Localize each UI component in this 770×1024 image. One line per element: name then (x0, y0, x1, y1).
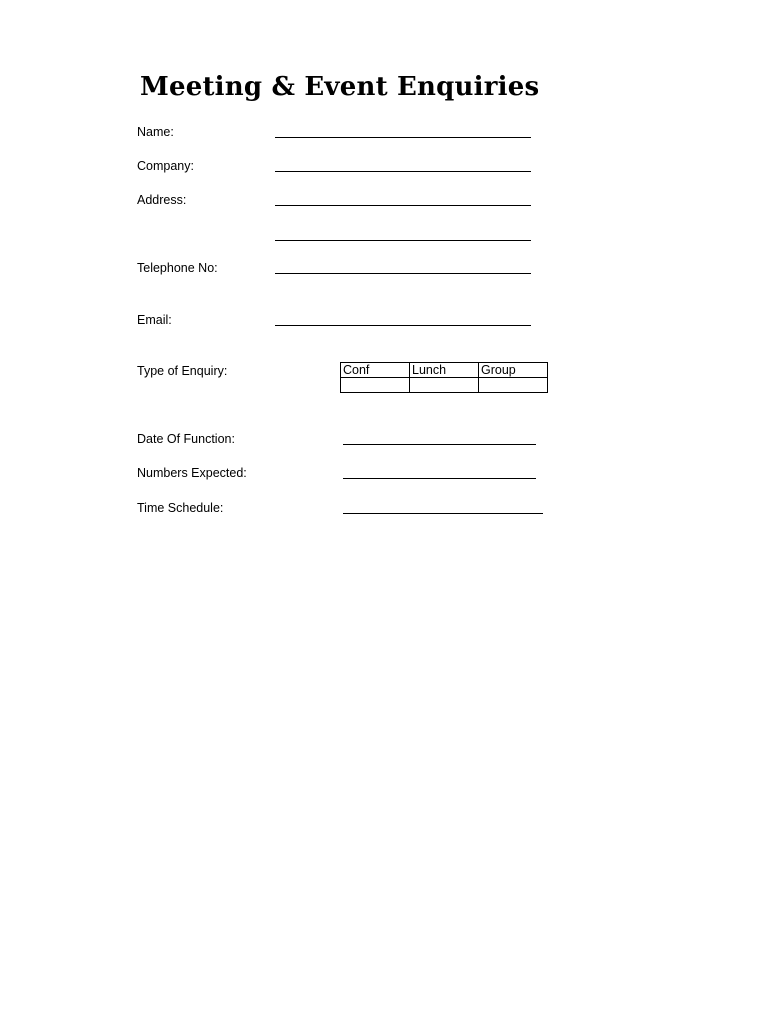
numbers-field[interactable] (343, 478, 536, 479)
form-title: Meeting & Event Enquiries (140, 72, 540, 102)
name-field[interactable] (275, 137, 531, 138)
enquiry-type-label: Type of Enquiry: (137, 364, 228, 378)
company-field[interactable] (275, 171, 531, 172)
numbers-label: Numbers Expected: (137, 466, 247, 480)
company-label: Company: (137, 159, 194, 173)
telephone-label: Telephone No: (137, 261, 218, 275)
enquiry-type-conf-cell[interactable] (341, 378, 410, 393)
email-field[interactable] (275, 325, 531, 326)
address-field-line-2[interactable] (275, 240, 531, 241)
date-label: Date Of Function: (137, 432, 235, 446)
enquiry-type-group-cell[interactable] (479, 378, 548, 393)
time-label: Time Schedule: (137, 501, 224, 515)
enquiry-type-conf-header: Conf (341, 363, 410, 378)
telephone-field[interactable] (275, 273, 531, 274)
enquiry-type-table (340, 362, 548, 393)
address-label: Address: (137, 193, 187, 207)
enquiry-type-lunch-header: Lunch (410, 363, 479, 378)
time-field[interactable] (343, 513, 543, 514)
name-label: Name: (137, 125, 174, 139)
enquiry-type-input-row (341, 378, 548, 393)
address-field-line-1[interactable] (275, 205, 531, 206)
enquiry-type-group-header: Group (479, 363, 548, 378)
email-label: Email: (137, 313, 172, 327)
date-field[interactable] (343, 444, 536, 445)
enquiry-type-lunch-cell[interactable] (410, 378, 479, 393)
enquiry-type-header-row (341, 363, 548, 378)
